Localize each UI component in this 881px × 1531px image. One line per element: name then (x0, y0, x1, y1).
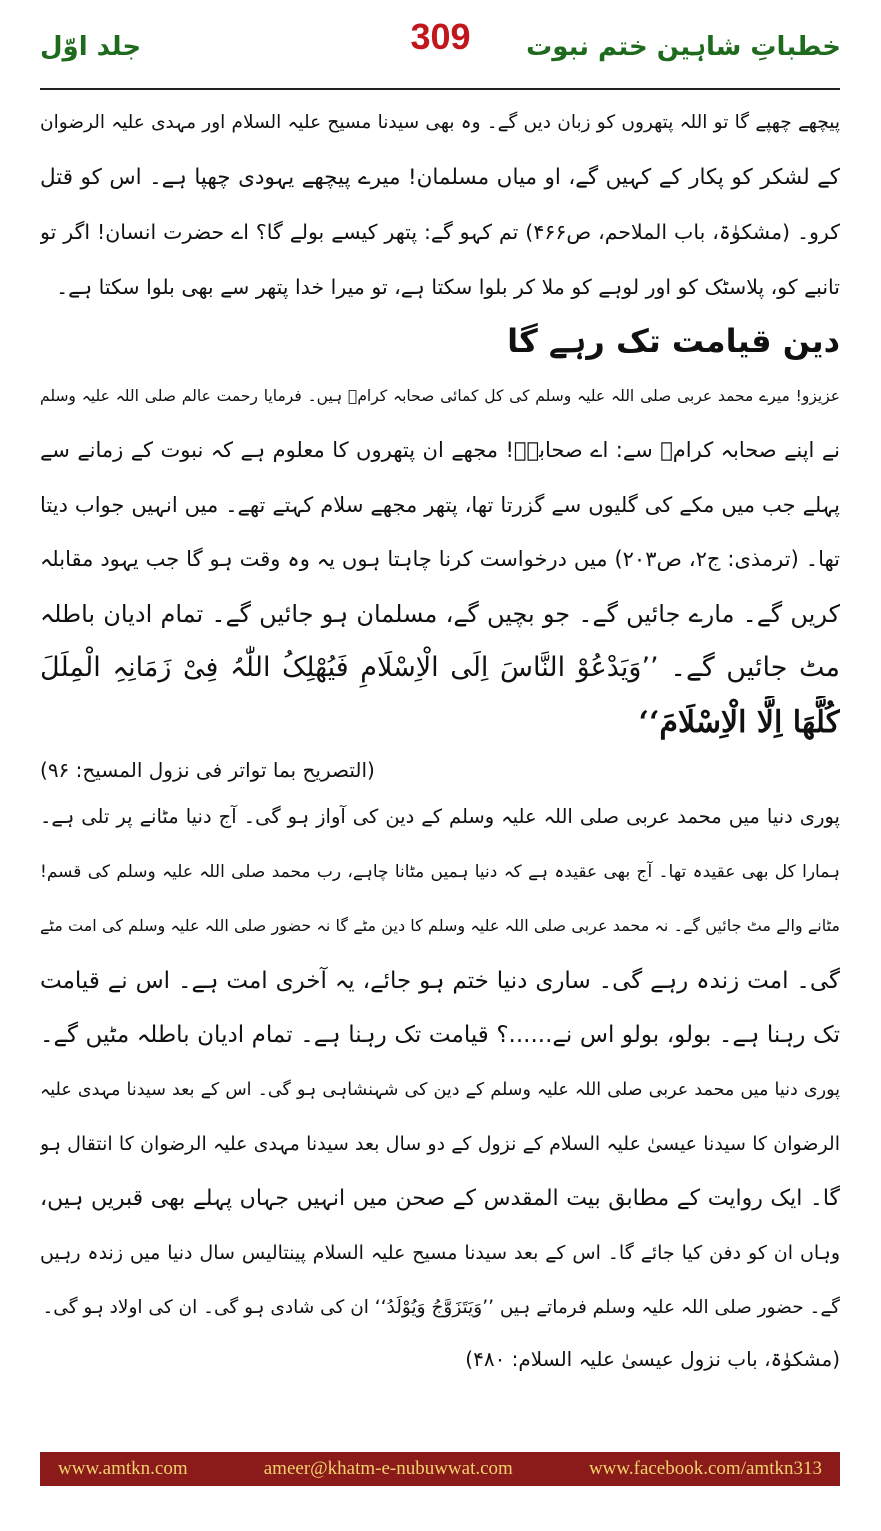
body-line: پیچھے چھپے گا تو اللہ پتھروں کو زبان دیں گے۔ وہ بھی سیدنا مسیح علیہ السلام اور مہدی علیہ الرضوان (40, 112, 840, 133)
body-line: پوری دنیا میں محمد عربی صلی اللہ علیہ وسلم کے دین کی شہنشاہی ہو گی۔ اس کے بعد سیدنا مہدی علیہ (40, 1079, 840, 1100)
body-line: تانبے کو، پلاسٹک کو اور لوہے کو ملا کر بلوا سکتا ہے، تو میرا خدا پتھر سے بھی بلوا سکتا ہے۔ (56, 274, 840, 299)
body-line: پہلے جب میں مکے کی گلیوں سے گزرتا تھا، پتھر مجھے سلام کہتے تھے۔ میں انہیں جواب دیتا (40, 492, 840, 517)
footer-email-link[interactable]: ameer@khatm-e-nubuwwat.com (263, 1458, 513, 1479)
citation-tasreeh: (التصریح بما تواتر فی نزول المسیح: ۹۶) (40, 758, 375, 782)
citation-mishkat: (مشکوٰۃ، باب نزول عیسیٰ علیہ السلام: ۴۸۰) (465, 1347, 840, 1371)
body-line: عزیزو! میرے محمد عربی صلی اللہ علیہ وسلم کی کل کمائی صحابہ کرامؓ ہیں۔ فرمایا رحمت عالم صلی اللہ علیہ وسلم (40, 386, 840, 405)
body-line: وہاں ان کو دفن کیا جائے گا۔ اس کے بعد سیدنا مسیح علیہ السلام پینتالیس سال دنیا میں زندہ رہیں (40, 1242, 840, 1264)
page-number: 309 (410, 16, 471, 57)
body-line: تھا۔ (ترمذی: ج۲، ص۲۰۳) میں درخواست کرنا چاہتا ہوں یہ وہ وقت ہو گا جب یہود مقابلہ (40, 547, 840, 571)
page-header (0, 10, 881, 70)
page-footer (40, 1452, 840, 1486)
body-line: پوری دنیا میں محمد عربی صلی اللہ علیہ وسلم کے دین کی آواز ہو گی۔ آج دنیا مٹانے پر تلی ہے۔ (40, 805, 840, 828)
footer-facebook-link[interactable]: www.facebook.com/amtkn313 (588, 1458, 822, 1479)
body-line: تک رہنا ہے۔ بولو، بولو اس نے......؟ قیامت تک رہنا ہے۔ تمام ادیان باطلہ مٹیں گے۔ (40, 1022, 840, 1048)
body-line: گا۔ ایک روایت کے مطابق بیت المقدس کے صحن میں انہیں جہاں پہلے بھی قبریں ہیں، (40, 1185, 840, 1211)
body-line: الرضوان کا سیدنا عیسیٰ علیہ السلام کے نزول کے دو سال بعد سیدنا مہدی علیہ الرضوان کا انتقال ہو (40, 1133, 840, 1155)
body-line: ہمارا کل بھی عقیدہ تھا۔ آج بھی عقیدہ ہے کہ دنیا ہمیں مٹانا چاہے، رب محمد صلی اللہ علیہ وسلم کی قسم! (40, 861, 840, 882)
body-line: کریں گے۔ مارے جائیں گے۔ جو بچیں گے، مسلمان ہو جائیں گے۔ تمام ادیان باطلہ (40, 599, 840, 628)
header-divider (40, 88, 840, 90)
arabic-quote-end: کُلَّھَا اِلَّا الْاِسْلَامَ‘‘ (638, 704, 840, 740)
body-line: مٹانے والے مٹ جائیں گے۔ نہ محمد عربی صلی اللہ علیہ وسلم کا دین مٹے گا نہ حضور صلی اللہ علیہ وسلم کی امت مٹے (40, 916, 840, 935)
body-line: کے لشکر کو پکار کے کہیں گے، او میاں مسلمان! میرے پیچھے یہودی چھپا ہے۔ اس کو قتل (40, 164, 840, 190)
body-line: گے۔ حضور صلی اللہ علیہ وسلم فرماتے ہیں ’’وَیَتَزَوَّجُ وَیُوْلَدُ‘‘ ان کی شادی ہو گی۔ ان کی اولاد ہو گی۔ (42, 1296, 840, 1318)
volume-label: جلد اوّل (40, 32, 142, 62)
section-heading: دین قیامت تک رہے گا (507, 322, 840, 360)
body-line: گی۔ امت زندہ رہے گی۔ ساری دنیا ختم ہو جائے، یہ آخری امت ہے۔ اس نے قیامت (40, 967, 840, 994)
book-title: خطباتِ شاہین ختم نبوت (526, 32, 841, 62)
body-line: نے اپنے صحابہ کرامؓ سے: اے صحابہؓ! مجھے ان پتھروں کا معلوم ہے کہ نبوت کے زمانے سے (40, 438, 840, 462)
page-body (40, 96, 840, 1383)
body-line: مٹ جائیں گے۔ ’’وَیَدْعُوْ النَّاسَ اِلَی الْاِسْلَامِ فَیُھْلِکُ اللّٰہُ فِیْ زَمَانِہِ الْمِلَلَ (40, 652, 840, 683)
body-line: کرو۔ (مشکوٰۃ، باب الملاحم، ص۴۶۶) تم کہو گے: پتھر کیسے بولے گا؟ اے حضرت انسان! اگر تو (40, 220, 840, 244)
footer-website-link[interactable]: www.amtkn.com (58, 1458, 188, 1479)
